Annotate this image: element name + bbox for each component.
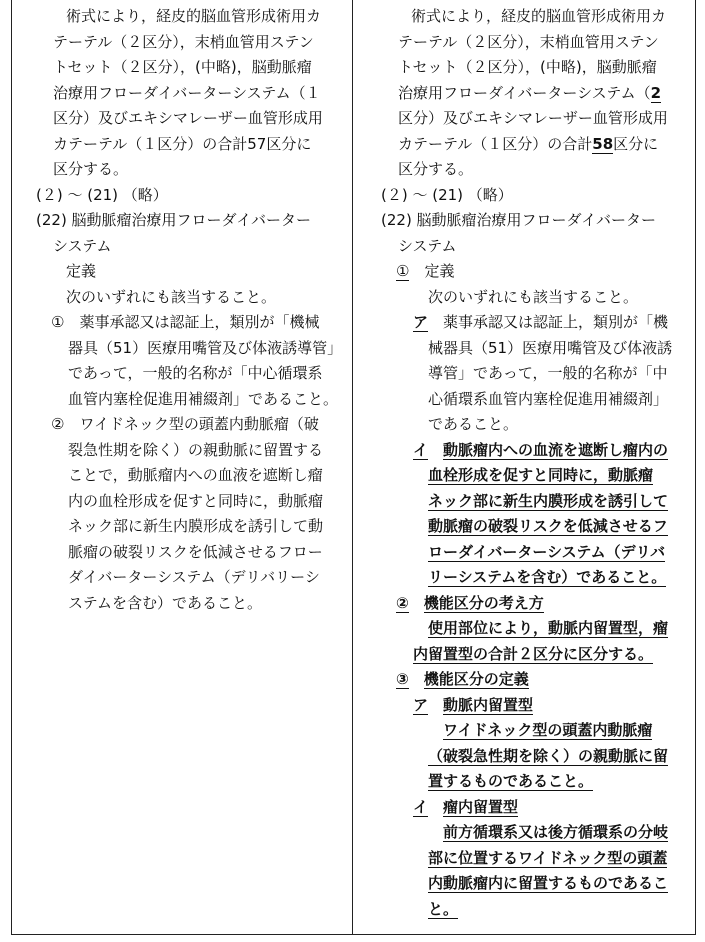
right-intro-line: 区分）及びエキシマレーザー血管形成用 bbox=[398, 109, 668, 127]
changed-count-number: 2 bbox=[650, 83, 662, 102]
amended-text: 内動脈瘤内に留置するものであるこ bbox=[428, 874, 669, 892]
left-intro-line: テーテル（２区分），末梢血管用ステン bbox=[53, 32, 314, 51]
left-intro-line: 区分する。 bbox=[53, 160, 129, 178]
left-intro-line: 治療用フローダイバーターシステム（１ bbox=[53, 83, 321, 102]
section-number: ① bbox=[396, 262, 410, 280]
left-intro-line: 術式により，経皮的脳血管形成術用カ bbox=[66, 7, 322, 25]
amended-text: 置するものであること。 bbox=[428, 772, 594, 790]
amended-text: 動脈瘤の破裂リスクを低減させるフ bbox=[428, 517, 668, 535]
left-cond2-line: ことで，動脈瘤内への血液を遮断し瘤 bbox=[68, 466, 323, 484]
right-cond-i-line bbox=[381, 565, 691, 591]
right-sec3i-line bbox=[381, 871, 691, 897]
left-cond2-line: ダイバーターシステム（デリバリーシ bbox=[68, 568, 320, 586]
left-cond1-line: ① 薬事承認又は認証上，類別が「機械 bbox=[51, 313, 320, 331]
left-cond2-line: ステムを含む）であること。 bbox=[68, 593, 262, 612]
left-intro-line: トセット（２区分），(中略)，脳動脈瘤 bbox=[53, 58, 312, 76]
right-intro-text: 区分に bbox=[613, 134, 659, 153]
amended-text: ワイドネック型の頭蓋内動脈瘤 bbox=[443, 721, 653, 739]
amended-text: ネック部に新生内膜形成を誘引して bbox=[428, 491, 669, 510]
right-cond-i-line bbox=[381, 514, 691, 540]
left-cond2-line: 裂急性期を除く）の親動脈に留置する bbox=[68, 440, 324, 459]
amended-text: 使用部位により，動脈内留置型，瘤 bbox=[428, 619, 669, 637]
amended-text: 内留置型の合計２区分に区分する。 bbox=[413, 644, 654, 663]
right-intro-line: 術式により，経皮的脳血管形成術用カ bbox=[411, 7, 667, 25]
right-intro-text: 治療用フローダイバーターシステム（ bbox=[398, 83, 651, 102]
right-sec3i-title-line bbox=[381, 795, 691, 821]
right-definition-title-line bbox=[381, 259, 691, 285]
right-sec2-title-line bbox=[381, 591, 691, 617]
amended-text: （破裂急性期を除く）の親動脈に留 bbox=[428, 746, 669, 765]
changed-total-number: 58 bbox=[592, 134, 614, 153]
left-cond2-line: ネック部に新生内膜形成を誘引して動 bbox=[68, 517, 324, 535]
right-definition-lead: 次のいずれにも該当すること。 bbox=[428, 287, 639, 306]
right-sec3a-line bbox=[381, 744, 691, 770]
right-sec3a-line bbox=[381, 718, 691, 744]
right-sec3-title: 機能区分の定義 bbox=[423, 670, 529, 688]
right-cond-i-line bbox=[381, 463, 691, 489]
right-sec3a-line bbox=[381, 769, 691, 795]
right-sec3a-title-line bbox=[381, 693, 691, 719]
right-intro-line: テーテル（２区分），末梢血管用ステン bbox=[398, 32, 659, 51]
right-item22-heading: (22) 脳動脈瘤治療用フローダイバーター bbox=[381, 211, 656, 229]
right-sec3-title-line bbox=[381, 667, 691, 693]
right-sec2-line bbox=[381, 642, 691, 668]
left-cond1-line: 血管内塞栓促進用補綴剤」であること。 bbox=[68, 389, 339, 408]
left-definition-title: 定義 bbox=[66, 262, 97, 280]
left-column bbox=[36, 4, 348, 616]
amended-text: 部に位置するワイドネック型の頭蓋 bbox=[428, 848, 668, 867]
left-cond1-line: 器具（51）医療用嘴管及び体液誘導管」 bbox=[68, 338, 343, 357]
left-cond2-line: ② ワイドネック型の頭蓋内動脈瘤（破 bbox=[51, 415, 319, 433]
right-sec3a-title: 動脈内留置型 bbox=[443, 695, 534, 714]
right-sec2-line bbox=[381, 616, 691, 642]
left-intro-line: 区分）及びエキシマレーザー血管形成用 bbox=[53, 109, 323, 127]
column-divider bbox=[352, 0, 353, 934]
right-cond-i-line bbox=[381, 540, 691, 566]
amended-text: ローダイバーターシステム（デリバ bbox=[428, 542, 666, 561]
right-intro-text: カテーテル（１区分）の合計 bbox=[398, 134, 593, 153]
amended-text: リーシステムを含む）であること。 bbox=[428, 568, 667, 586]
item-label: ア bbox=[413, 695, 429, 714]
right-intro-line: トセット（２区分），(中略)，脳動脈瘤 bbox=[398, 58, 657, 76]
item-label: イ bbox=[413, 440, 429, 459]
right-sec3i-line bbox=[381, 820, 691, 846]
left-item22-heading: (22) 脳動脈瘤治療用フローダイバーター bbox=[36, 211, 311, 229]
right-cond-a-text: 薬事承認又は認証上，類別が「機 bbox=[443, 313, 669, 331]
right-intro-line bbox=[381, 132, 691, 158]
amended-text: 血栓形成を促すと同時に，動脈瘤 bbox=[428, 466, 654, 484]
right-definition-title: 定義 bbox=[424, 262, 455, 280]
amended-text: と。 bbox=[428, 899, 459, 918]
section-number: ③ bbox=[396, 670, 409, 688]
right-sec3i-line bbox=[381, 846, 691, 872]
left-definition-lead: 次のいずれにも該当すること。 bbox=[66, 287, 277, 306]
left-cond2-line: 内の血栓形成を促すと同時に，動脈瘤 bbox=[68, 491, 324, 510]
right-column bbox=[381, 4, 691, 922]
item-label: イ bbox=[413, 797, 429, 816]
right-intro-line bbox=[381, 81, 691, 107]
left-cond1-line: であって，一般的名称が「中心循環系 bbox=[68, 364, 323, 382]
right-sec3i-line bbox=[381, 897, 691, 923]
item-label: ア bbox=[413, 313, 429, 331]
right-cond-a-line bbox=[381, 310, 691, 336]
right-cond-a-line: 導管」であって，一般的名称が「中 bbox=[428, 364, 668, 382]
left-intro-line: カテーテル（１区分）の合計57区分に bbox=[53, 134, 312, 153]
right-omitted: (２) ～ (21) （略） bbox=[381, 185, 513, 204]
right-cond-a-line: 械器具（51）医療用嘴管及び体液誘 bbox=[428, 338, 673, 357]
right-cond-i-line bbox=[381, 489, 691, 515]
right-cond-i-text: 動脈瘤内への血流を遮断し瘤内の bbox=[443, 440, 669, 459]
right-cond-a-line: であること。 bbox=[428, 415, 519, 433]
right-sec3i-title: 瘤内留置型 bbox=[443, 797, 519, 816]
left-item22-heading: システム bbox=[53, 236, 112, 255]
right-item22-heading: システム bbox=[398, 236, 457, 255]
right-intro-line: 区分する。 bbox=[398, 160, 474, 178]
right-cond-i-line bbox=[381, 438, 691, 464]
section-number: ② bbox=[396, 593, 409, 612]
left-omitted: (２) ～ (21) （略） bbox=[36, 185, 168, 204]
right-cond-a-line: 心循環系血管内塞栓促進用補綴剤」 bbox=[428, 389, 669, 408]
amended-text: 前方循環系又は後方循環系の分岐 bbox=[443, 823, 669, 841]
right-sec2-title: 機能区分の考え方 bbox=[423, 593, 544, 612]
left-cond2-line: 脈瘤の破裂リスクを低減させるフロー bbox=[68, 542, 323, 561]
